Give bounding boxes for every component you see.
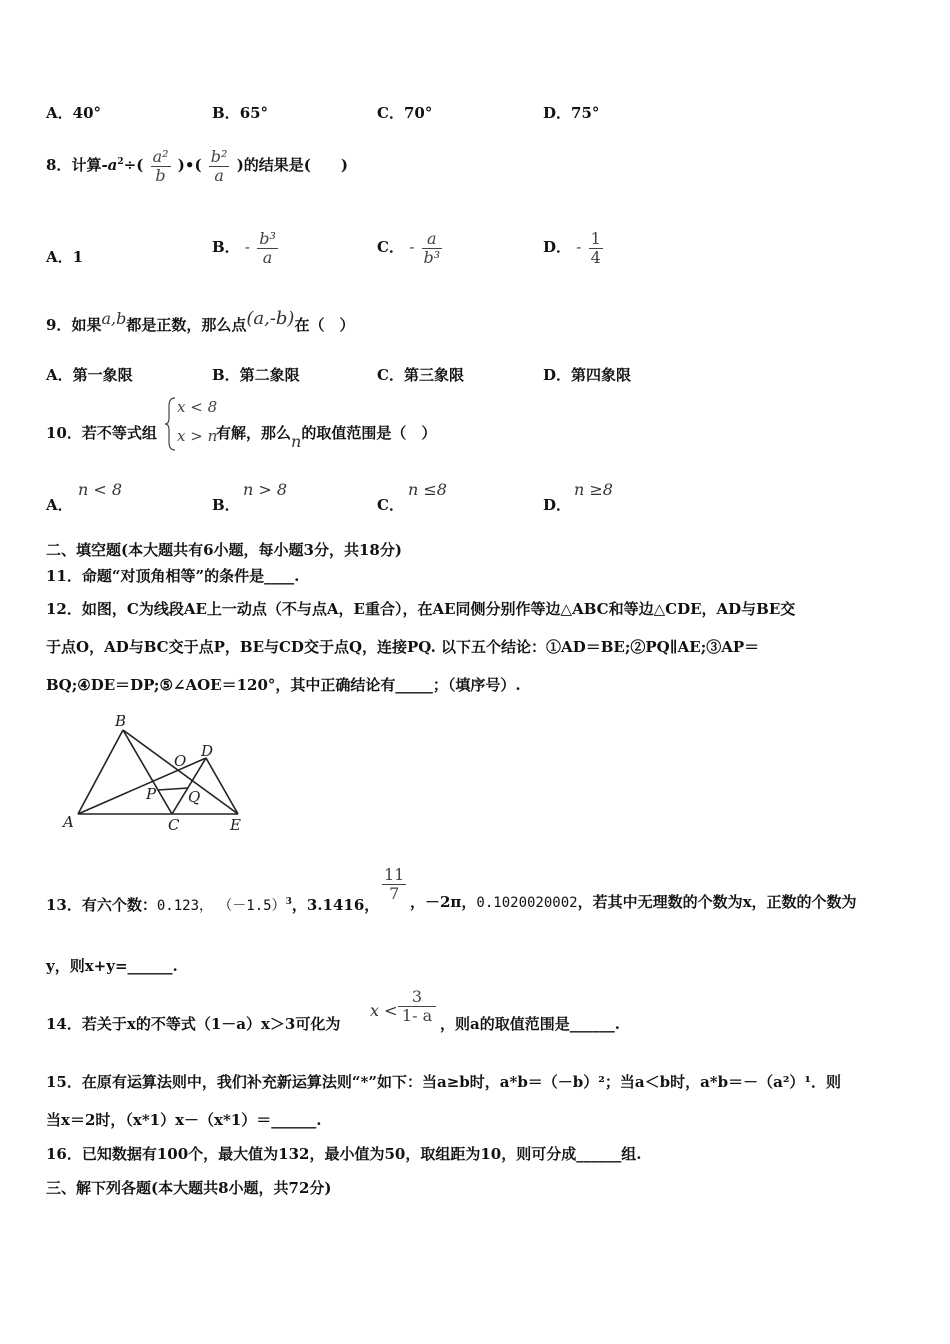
q12-line-3: BQ;④DE＝DP;⑤∠AOE＝120°，其中正确结论有_____；（填序号）. bbox=[46, 676, 521, 694]
q10-option-d: n ≥8 bbox=[574, 480, 613, 499]
q9-option-b: B．第二象限 bbox=[212, 366, 300, 384]
q8-stem: 8．计算$-a^2\div$( $\frac{\text{a²}}{b}$ )•( $\frac{\text{b²}}{a}$ )的结果是( ) bbox=[46, 146, 348, 185]
q10-option-c-letter: C． bbox=[377, 496, 404, 514]
q8-option-a: A．1 bbox=[46, 248, 84, 266]
q12-line-1: 12．如图，C为线段AE上一动点（不与点A，E重合），在AE同侧分别作等边△ABC和等边△CDE，AD与BE交 bbox=[46, 600, 796, 618]
q10-number: 10．若不等式组 bbox=[46, 424, 157, 442]
label-o: O bbox=[174, 752, 187, 770]
q10-option-b-letter: B． bbox=[212, 496, 240, 514]
q9-option-d: D．第四象限 bbox=[543, 366, 632, 384]
q13-line-2: y，则x+y=______. bbox=[46, 957, 178, 975]
q8-option-b: B． - $\frac{\text{b³}}{a}$ bbox=[212, 228, 276, 267]
q8-fraction-1: $\frac{\text{a²}}{b}$ bbox=[152, 146, 169, 185]
q10-option-a-letter: A． bbox=[46, 496, 73, 514]
q10-system-line-2: x > n bbox=[177, 427, 218, 445]
q9-option-c: C．第三象限 bbox=[377, 366, 464, 384]
segment-ab bbox=[78, 730, 123, 814]
q9-stem: 9．如果a,b都是正数，那么点(a,-b)在（ ） bbox=[46, 308, 355, 334]
q10-option-a: n < 8 bbox=[78, 480, 123, 499]
segment-pq bbox=[158, 788, 188, 790]
q11: 11．命题“对顶角相等”的条件是____. bbox=[46, 567, 300, 585]
label-c: C bbox=[168, 816, 180, 834]
segment-ad bbox=[78, 758, 206, 814]
q10-option-d-letter: D． bbox=[543, 496, 572, 514]
q7-option-a: A．40° bbox=[46, 104, 102, 122]
q16: 16．已知数据有100个，最大值为132，最小值为50，取组距为10，则可分成______组. bbox=[46, 1145, 642, 1163]
q15-line-2: 当x＝2时，（x*1）x－（x*1）＝______. bbox=[46, 1111, 322, 1129]
label-e: E bbox=[230, 816, 241, 834]
q8-option-d: D． - $\frac{1}{4}$ bbox=[543, 228, 601, 267]
label-a: A bbox=[63, 813, 74, 831]
q13-line-1-rest: ，－2π，0.1020020002，若其中无理数的个数为x，正数的个数为 bbox=[410, 893, 857, 911]
q8-option-c: C． - $\frac{a}{\text{b³}}$ bbox=[377, 228, 441, 267]
q14-fraction: $\frac{3}{1- a}$ bbox=[396, 988, 438, 1025]
segment-de bbox=[206, 758, 238, 814]
q10-system-line-1: x < 8 bbox=[177, 398, 218, 416]
label-b: B bbox=[115, 712, 127, 730]
q10-stem-rest: 有解，那么n的取值范围是（ ） bbox=[216, 424, 437, 451]
section-2-heading: 二、填空题(本大题共有6小题，每小题3分，共18分) bbox=[46, 541, 402, 559]
q10-option-c: n ≤8 bbox=[408, 480, 447, 499]
q10-option-b: n > 8 bbox=[243, 480, 288, 499]
q7-option-c: C．70° bbox=[377, 104, 433, 122]
q15-line-1: 15．在原有运算法则中，我们补充新运算法则“*”如下：当a≥b时，a*b＝（－b）²；当a＜b时，a*b＝－（a²）¹．则 bbox=[46, 1073, 841, 1091]
label-d: D bbox=[201, 742, 214, 760]
q13-fraction: $\frac{11}{7}$ bbox=[384, 865, 405, 903]
q7-option-b: B．65° bbox=[212, 104, 269, 122]
q14-stem: 14．若关于x的不等式（1－a）x＞3可化为 bbox=[46, 1015, 341, 1033]
section-3-heading: 三、解下列各题(本大题共8小题，共72分) bbox=[46, 1179, 332, 1197]
q9-option-a: A．第一象限 bbox=[46, 366, 133, 384]
q13-line-1: 13．有六个数：0.123， $(-1.5)^3$，3.1416， bbox=[46, 896, 380, 914]
q10-brace bbox=[164, 396, 178, 452]
q12-line-2: 于点O，AD与BC交于点P，BE与CD交于点Q，连接PQ. 以下五个结论：①AD＝BE;②PQ∥AE;③AP＝ bbox=[46, 638, 760, 656]
q7-option-d: D．75° bbox=[543, 104, 600, 122]
q8-fraction-2: $\frac{\text{b²}}{a}$ bbox=[210, 146, 228, 185]
q14-stem-rest: ，则a的取值范围是______. bbox=[440, 1015, 620, 1033]
label-p: P bbox=[146, 785, 157, 803]
label-q: Q bbox=[188, 788, 201, 806]
q12-figure bbox=[58, 710, 258, 838]
q14-lhs: x < bbox=[370, 1001, 398, 1020]
